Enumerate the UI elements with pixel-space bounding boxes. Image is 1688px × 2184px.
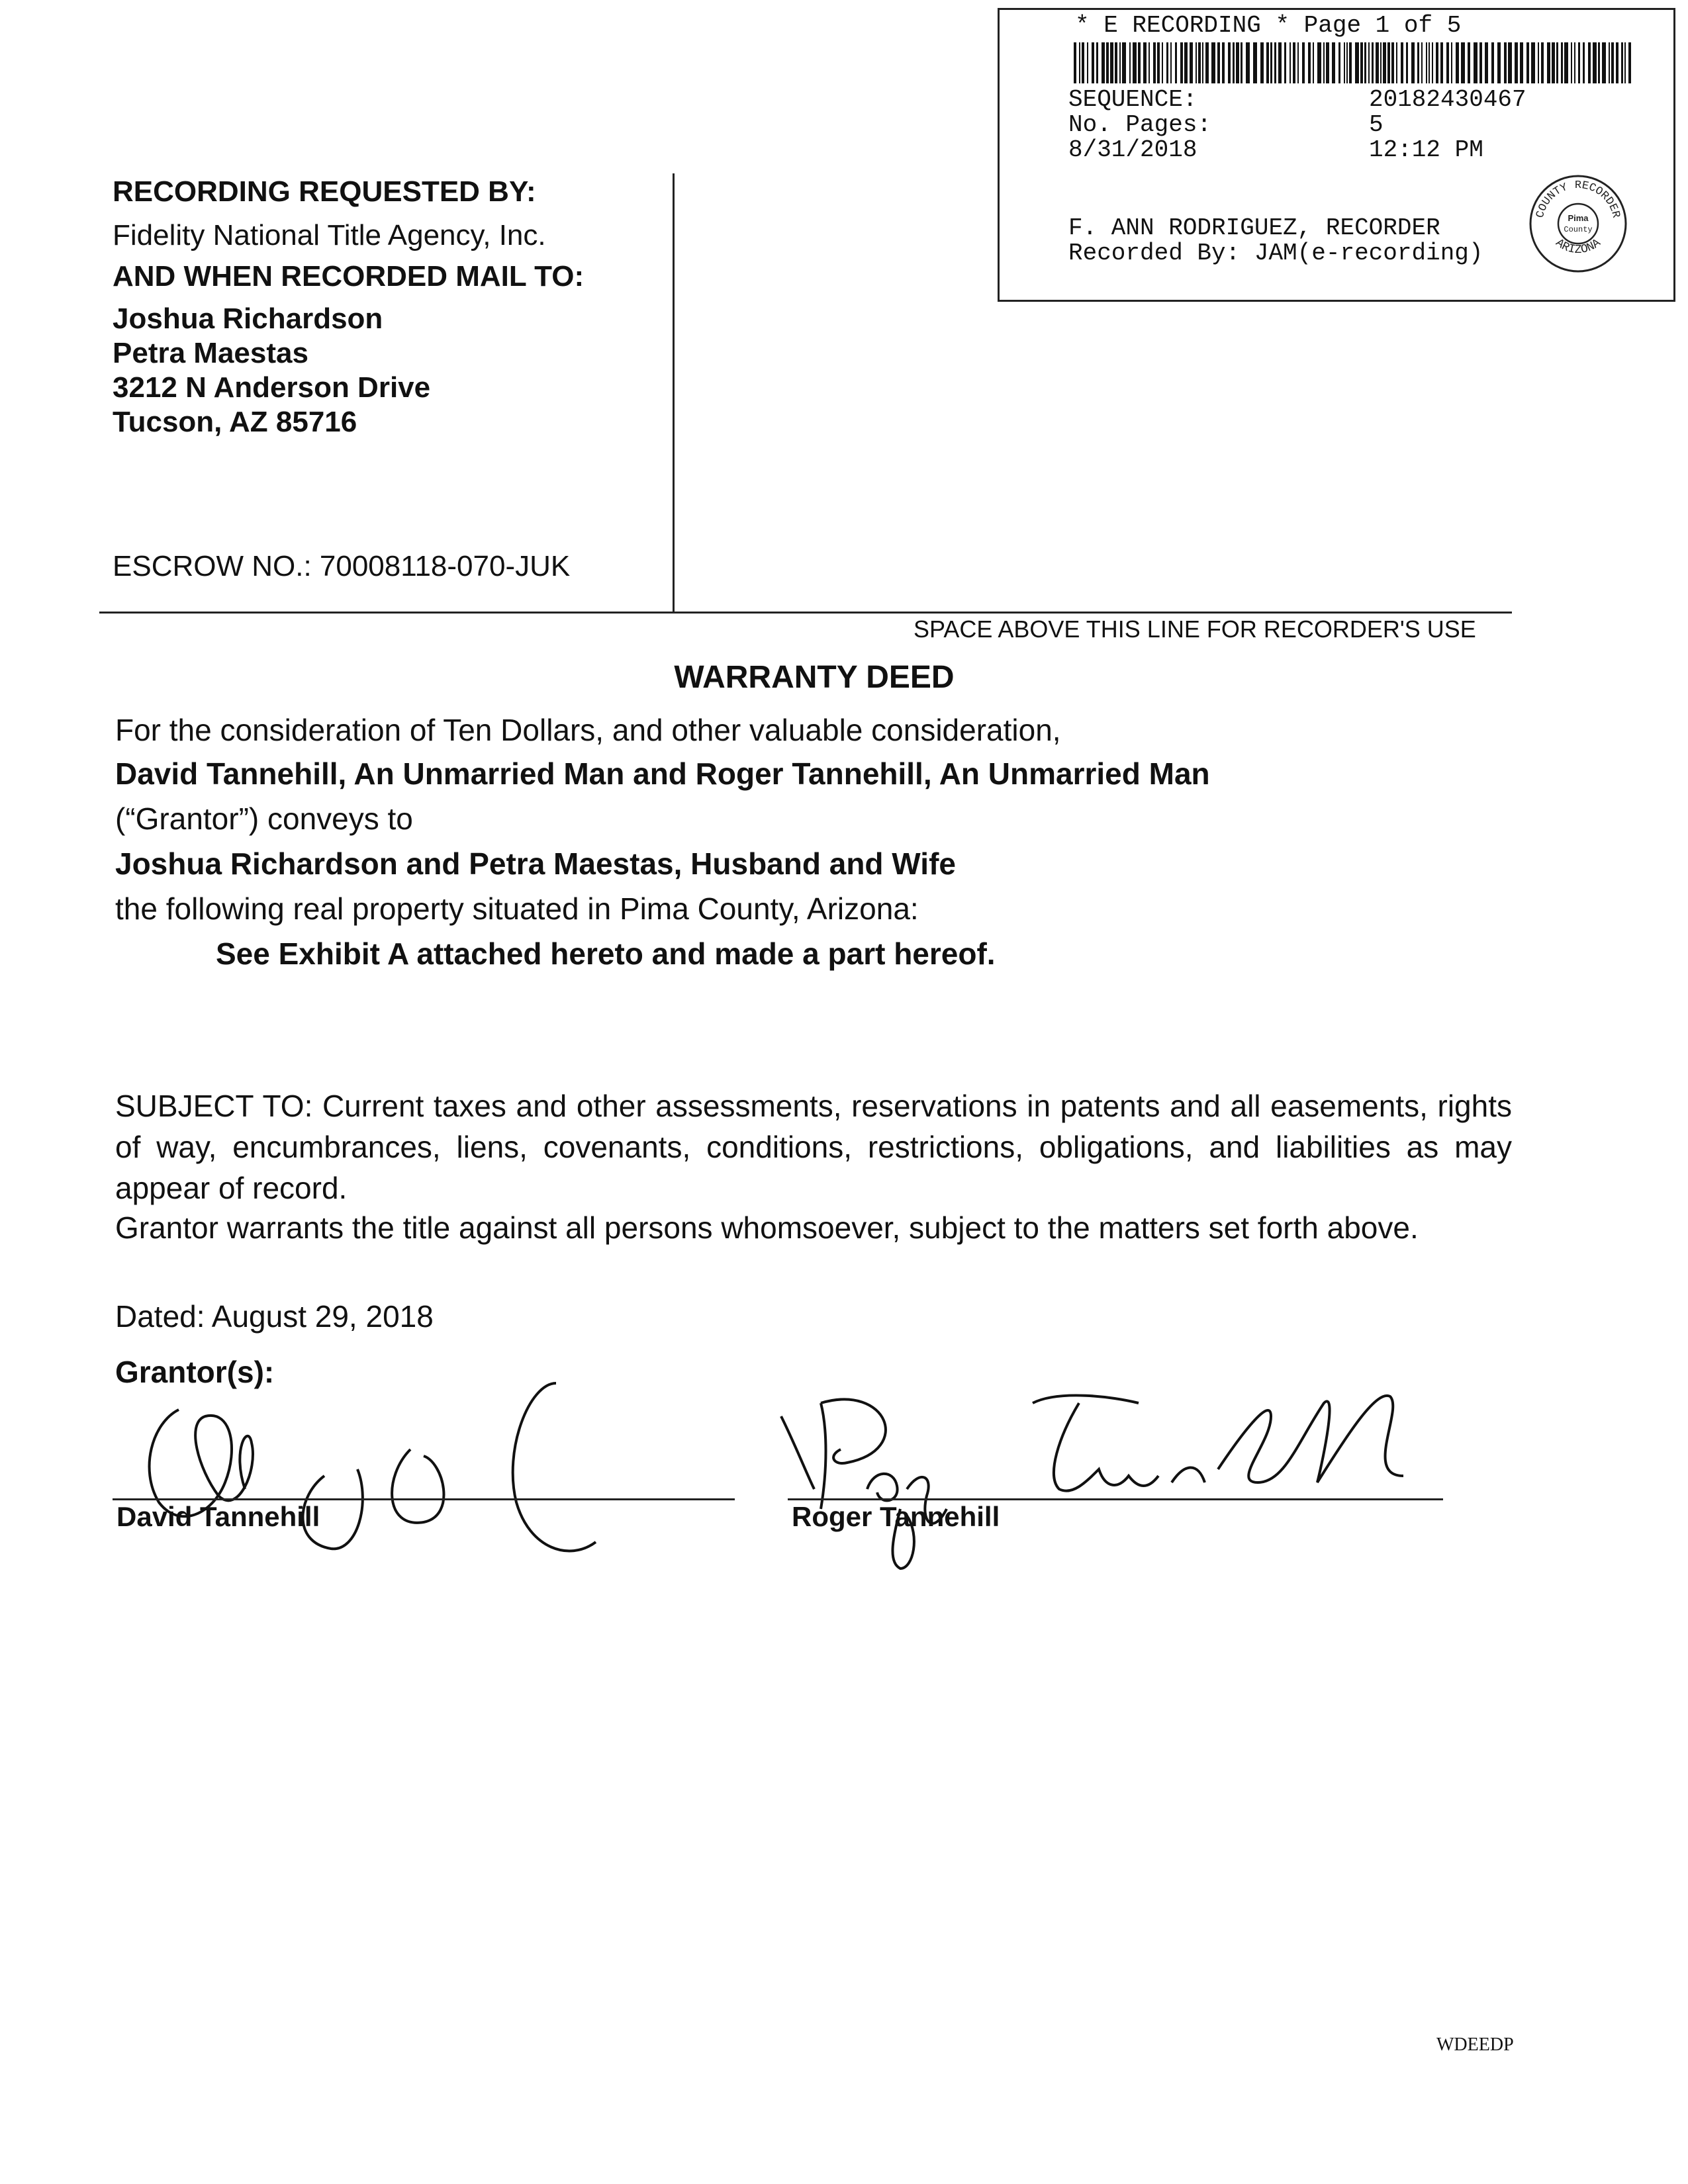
svg-text:ARIZONA: ARIZONA: [1552, 236, 1604, 257]
warranty-paragraph: Grantor warrants the title against all persons whomsoever, subject to the matters set forth above.: [115, 1210, 1419, 1245]
signer-name: David Tannehill: [117, 1501, 320, 1532]
signature-line: [788, 1498, 1443, 1500]
consideration-text: For the consideration of Ten Dollars, and other valuable consideration,: [115, 713, 1061, 747]
recording-time: 12:12 PM: [1369, 136, 1483, 163]
e-recording-header: * E RECORDING * Page 1 of 5: [1075, 12, 1462, 39]
mail-to-line: Petra Maestas: [113, 337, 308, 369]
mail-to-label: AND WHEN RECORDED MAIL TO:: [113, 260, 585, 293]
deed-title: WARRANTY DEED: [674, 660, 955, 695]
grantors-label: Grantor(s):: [115, 1355, 275, 1389]
subject-to-paragraph: SUBJECT TO: Current taxes and other assessments, reservations in patents and all easements, rights of way, encumbrances, liens, covenants, conditions, restrictions, obligations, and liabilities as may appear of record.: [115, 1089, 1512, 1205]
grantee-names: Joshua Richardson and Petra Maestas, Husband and Wife: [115, 846, 956, 881]
recording-date: 8/31/2018: [1068, 136, 1197, 163]
mail-to-line: Tucson, AZ 85716: [113, 406, 357, 438]
mail-to-line: 3212 N Anderson Drive: [113, 371, 431, 404]
svg-text:County: County: [1564, 225, 1593, 234]
sequence-value: 20182430467: [1369, 86, 1526, 113]
mail-to-line: Joshua Richardson: [113, 302, 383, 335]
grantor-names: David Tannehill, An Unmarried Man and Roger Tannehill, An Unmarried Man: [115, 756, 1210, 791]
recorder-use-note: SPACE ABOVE THIS LINE FOR RECORDER'S USE: [914, 615, 1476, 643]
escrow-number: ESCROW NO.: 70008118-070-JUK: [113, 550, 571, 582]
recorder-use-line: [99, 612, 1512, 614]
conveys-text: (“Grantor”) conveys to: [115, 801, 413, 836]
header-divider-vertical: [673, 173, 675, 612]
exhibit-reference: See Exhibit A attached hereto and made a part hereof.: [216, 936, 996, 971]
signature-line: [113, 1498, 735, 1500]
recorder-name: F. ANN RODRIGUEZ, RECORDER: [1068, 214, 1440, 242]
pages-label: No. Pages:: [1068, 111, 1212, 138]
barcode-icon: [1074, 42, 1636, 83]
sequence-label: SEQUENCE:: [1068, 86, 1197, 113]
svg-text:Pima: Pima: [1568, 213, 1589, 223]
property-text: the following real property situated in Pima County, Arizona:: [115, 891, 919, 926]
signature-roger-tannehill: [768, 1377, 1443, 1575]
requested-by-label: RECORDING REQUESTED BY:: [113, 175, 536, 208]
svg-text:COUNTY RECORDER: COUNTY RECORDER: [1534, 179, 1622, 220]
requested-by-name: Fidelity National Title Agency, Inc.: [113, 219, 546, 251]
pages-value: 5: [1369, 111, 1383, 138]
dated-line: Dated: August 29, 2018: [115, 1299, 434, 1334]
recorded-by: Recorded By: JAM(e-recording): [1068, 240, 1483, 267]
signer-name: Roger Tannehill: [792, 1501, 1000, 1532]
county-seal-icon: [1528, 173, 1628, 274]
form-code: WDEEDP: [1436, 2034, 1514, 2055]
